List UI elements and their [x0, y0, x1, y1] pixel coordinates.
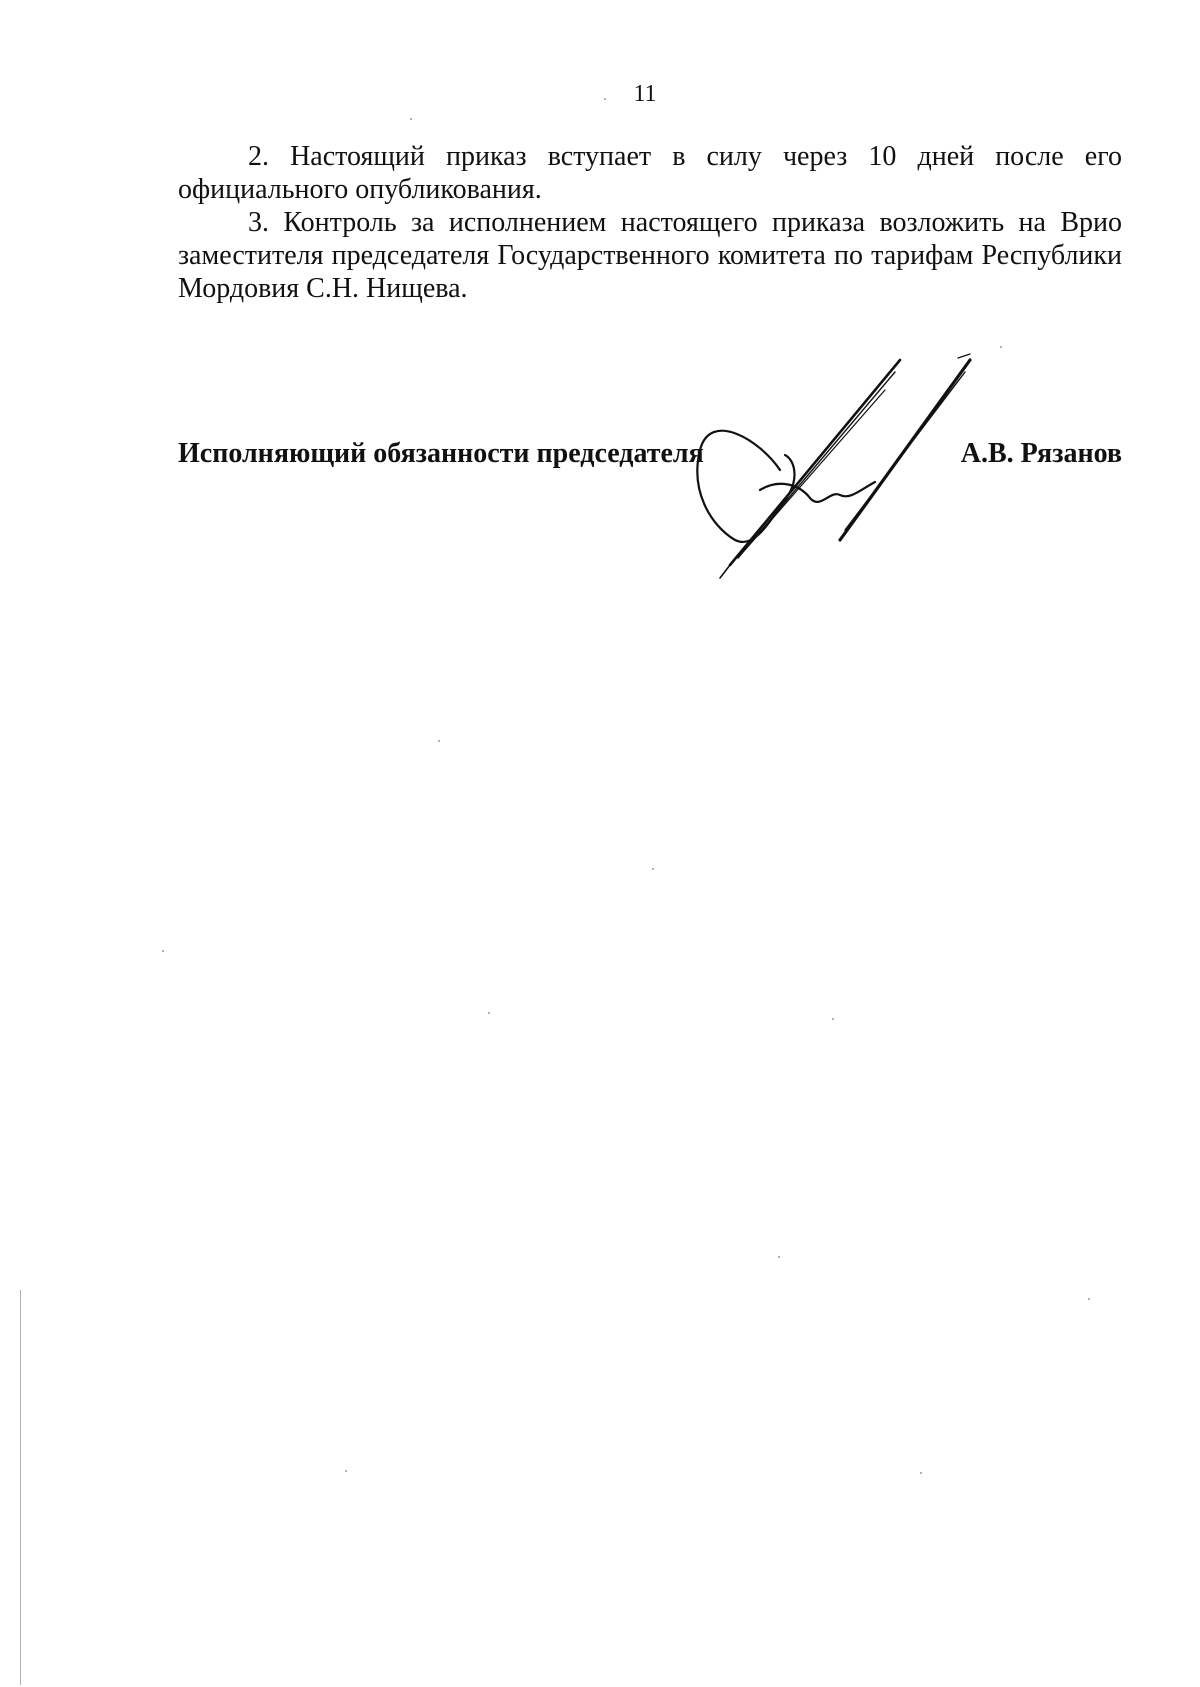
signer-title: Исполняющий обязанности председателя: [178, 438, 704, 469]
paragraph-control: 3. Контроль за исполнением настоящего приказа возложить на Врио заместителя председателя Государственного комитета по тарифам Республики Мордовия С.Н. Нищева.: [178, 207, 1122, 304]
page-number: 11: [633, 81, 657, 107]
scan-speck: [488, 1012, 490, 1014]
scan-speck: [410, 118, 412, 120]
scan-edge-line: [20, 1290, 21, 1685]
scan-speck: [832, 1018, 834, 1020]
document-body: [178, 140, 1122, 305]
paragraph-effective-date: 2. Настоящий приказ вступает в силу через 10 дней после его официального опубликования.: [178, 141, 1122, 205]
scan-speck: [652, 868, 654, 870]
scan-speck: [162, 950, 164, 952]
signer-name: А.В. Рязанов: [960, 438, 1122, 469]
scan-speck: [1088, 1298, 1090, 1300]
handwritten-signature: [690, 350, 1020, 580]
scan-speck: [438, 740, 440, 742]
scan-speck: [778, 1256, 780, 1258]
scan-speck: [345, 1470, 347, 1472]
scan-speck: [1000, 346, 1002, 348]
scan-speck: [920, 1472, 922, 1474]
